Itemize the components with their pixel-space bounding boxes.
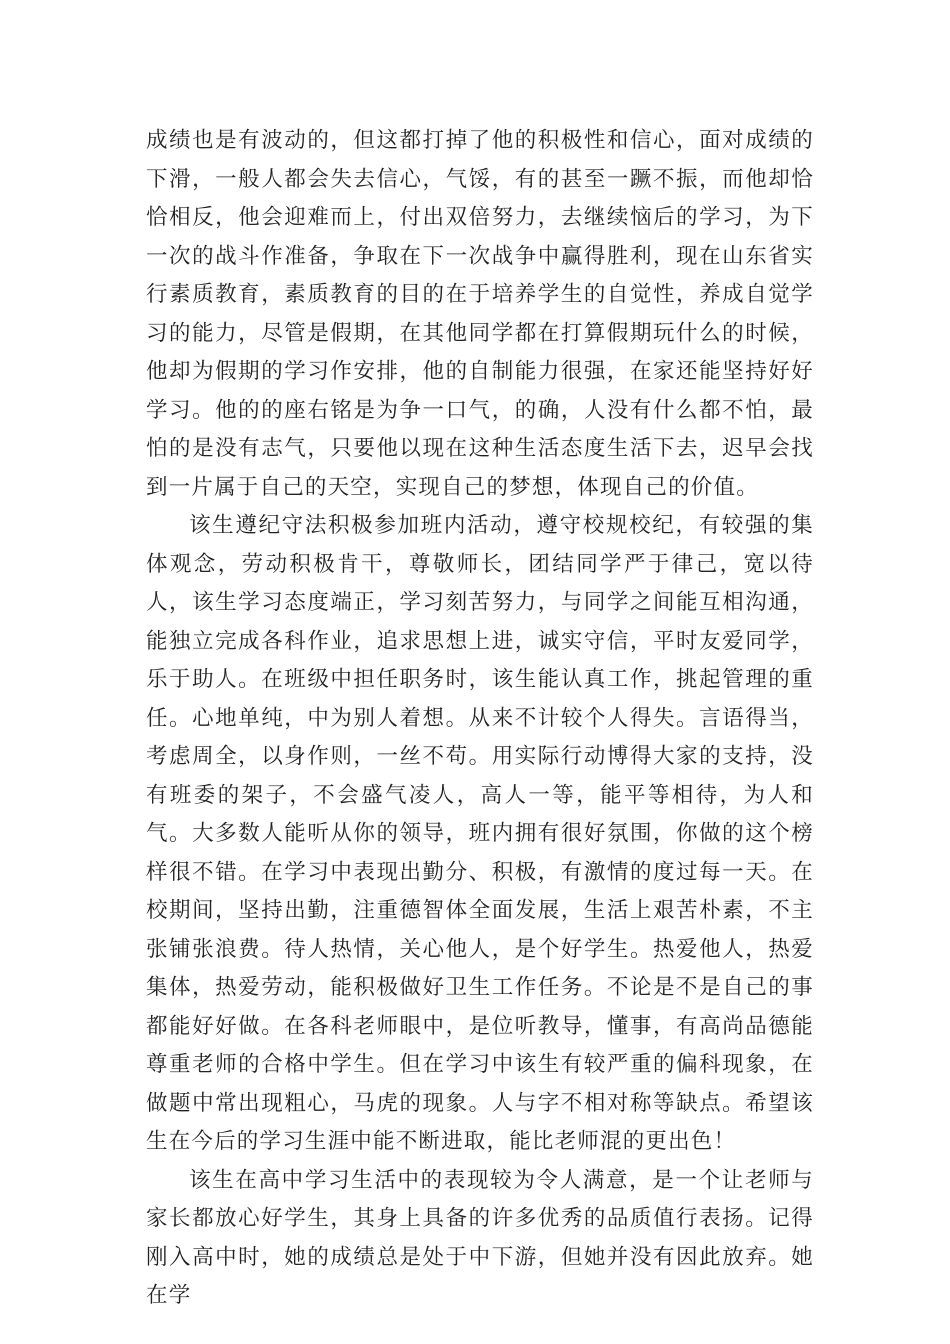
body-text (146, 122, 814, 1316)
paragraph-1: 成绩也是有波动的，但这都打掉了他的积极性和信心，面对成绩的下滑，一般人都会失去信心，气馁，有的甚至一蹶不振，而他却恰恰相反，他会迎难而上，付出双倍努力，去继续恼后的学习，为下一次的战斗作准备，争取在下一次战争中赢得胜利，现在山东省实行素质教育，素质教育的目的在于培养学生的自觉性，养成自觉学习的能力，尽管是假期，在其他同学都在打算假期玩什么的时候，他却为假期的学习作安排，他的自制能力很强，在家还能坚持好好学习。他的的座右铭是为争一口气，的确，人没有什么都不怕，最怕的是没有志气，只要他以现在这种生活态度生活下去，迟早会找到一片属于自己的天空，实现自己的梦想，体现自己的价值。 (146, 128, 814, 500)
paragraph-2: 该生遵纪守法积极参加班内活动，遵守校规校纪，有较强的集体观念，劳动积极肯干，尊敬师长，团结同学严于律己，宽以待人，该生学习态度端正，学习刻苦努力，与同学之间能互相沟通，能独立完成各科作业，追求思想上进，诚实守信，平时友爱同学，乐于助人。在班级中担任职务时，该生能认真工作，挑起管理的重任。心地单纯，中为别人着想。从来不计较个人得失。言语得当，考虑周全，以身作则，一丝不苟。用实际行动博得大家的支持，没有班委的架子，不会盛气凌人，高人一等，能平等相待，为人和气。大多数人能听从你的领导，班内拥有很好氛围，你做的这个榜样很不错。在学习中表现出勤分、积极，有激情的度过每一天。在校期间，坚持出勤，注重德智体全面发展，生活上艰苦朴素，不主张铺张浪费。待人热情，关心他人，是个好学生。热爱他人，热爱集体，热爱劳动，能积极做好卫生工作任务。不论是不是自己的事都能好好做。在各科老师眼中，是位听教导，懂事，有高尚品德能尊重老师的合格中学生。但在学习中该生有较严重的偏科现象，在做题中常出现粗心，马虎的现象。人与字不相对称等缺点。希望该生在今后的学习生涯中能不断进取，能比老师混的更出色！ (146, 513, 814, 1154)
paragraph-3: 该生在高中学习生活中的表现较为令人满意，是一个让老师与家长都放心好学生，其身上具备的许多优秀的品质值行表扬。记得刚入高中时，她的成绩总是处于中下游，但她并没有因此放弃。她在学 (146, 1167, 814, 1308)
